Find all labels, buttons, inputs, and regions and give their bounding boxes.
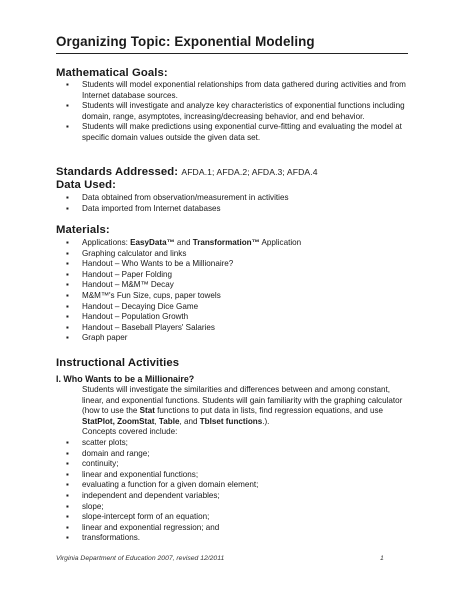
page-title: Organizing Topic: Exponential Modeling <box>56 34 315 49</box>
materials-list <box>66 238 411 344</box>
list-item: ▪ Handout – Decaying Dice Game <box>66 302 411 313</box>
list-item: ▪ Students will investigate and analyze key characteristics of exponential functions including domain, range, asymptotes, increasing/decreasing behavior, and end behavior. <box>66 101 411 122</box>
app-easydata: EasyData™ <box>130 238 175 247</box>
activity-paragraph <box>82 385 412 427</box>
list-item: ▪ evaluating a function for a given domain element; <box>66 480 411 491</box>
paragraph-text: , and <box>179 416 200 426</box>
list-item: ▪ slope-intercept form of an equation; <box>66 512 411 523</box>
list-item: ▪ Graph paper <box>66 333 411 344</box>
list-item: ▪ Students will model exponential relationships from data gathered during activities and from Internet database sources. <box>66 80 411 101</box>
list-item: ▪ transformations. <box>66 533 411 544</box>
standards-heading <box>56 166 318 178</box>
list-item: ▪ M&M™'s Fun Size, cups, paper towels <box>66 291 411 302</box>
concepts-list <box>66 438 411 544</box>
paragraph-text: , <box>154 416 159 426</box>
app-and: and <box>174 238 193 247</box>
paragraph-text: Students will investigate the similarities and differences between and among constant, linear, and exponential functions. Students will gain familiarity with the graphing calculator (how to use the <box>82 385 403 416</box>
goals-heading: Mathematical Goals: <box>56 67 168 79</box>
list-item: ▪ scatter plots; <box>66 438 411 449</box>
table-term: Table <box>158 416 180 426</box>
app-prefix: Applications: <box>82 238 131 247</box>
list-item: ▪ Handout – Who Wants to be a Millionaire? <box>66 259 411 270</box>
list-item: ▪ Data imported from Internet databases <box>66 204 411 215</box>
list-item: ▪ linear and exponential functions; <box>66 470 411 481</box>
activity-subheading: I. Who Wants to be a Millionaire? <box>56 374 195 384</box>
data-used-heading: Data Used: <box>56 179 117 191</box>
list-item: ▪ Handout – Population Growth <box>66 312 411 323</box>
concepts-label: Concepts covered include: <box>82 427 178 436</box>
list-item: ▪ Data obtained from observation/measurement in activities <box>66 193 411 204</box>
app-suffix: Application <box>259 238 302 247</box>
paragraph-text: functions to put data in lists, find regression equations, and use <box>154 406 384 416</box>
list-item: ▪ Students will make predictions using exponential curve-fitting and evaluating the model at specific domain values outside the given data set. <box>66 122 411 143</box>
list-item: ▪ Handout – M&M™ Decay <box>66 280 411 291</box>
stat-term: Stat <box>139 406 155 416</box>
list-item: ▪ domain and range; <box>66 449 411 460</box>
list-item: ▪ independent and dependent variables; <box>66 491 411 502</box>
goals-list <box>66 80 411 144</box>
list-item <box>66 238 411 249</box>
statplot-term: StatPlot, ZoomStat <box>82 416 155 426</box>
title-rule <box>56 53 408 54</box>
list-item: ▪ Handout – Paper Folding <box>66 270 411 281</box>
page-number: 1 <box>380 555 384 562</box>
tblset-term: Tblset functions <box>199 416 263 426</box>
list-item: ▪ linear and exponential regression; and <box>66 523 411 534</box>
app-transformation: Transformation™ <box>192 238 260 247</box>
activities-heading: Instructional Activities <box>56 357 180 369</box>
standards-label: Standards Addressed: <box>56 166 179 178</box>
standards-value: AFDA.1; AFDA.2; AFDA.3; AFDA.4 <box>181 167 318 177</box>
footer-text: Virginia Department of Education 2007, revised 12/2011 <box>56 555 225 562</box>
data-used-list <box>66 193 411 214</box>
materials-heading: Materials: <box>56 224 110 236</box>
list-item: ▪ continuity; <box>66 459 411 470</box>
paragraph-text: .). <box>262 416 270 426</box>
list-item: ▪ Handout – Baseball Players' Salaries <box>66 323 411 334</box>
list-item: ▪ Graphing calculator and links <box>66 249 411 260</box>
list-item: ▪ slope; <box>66 502 411 513</box>
